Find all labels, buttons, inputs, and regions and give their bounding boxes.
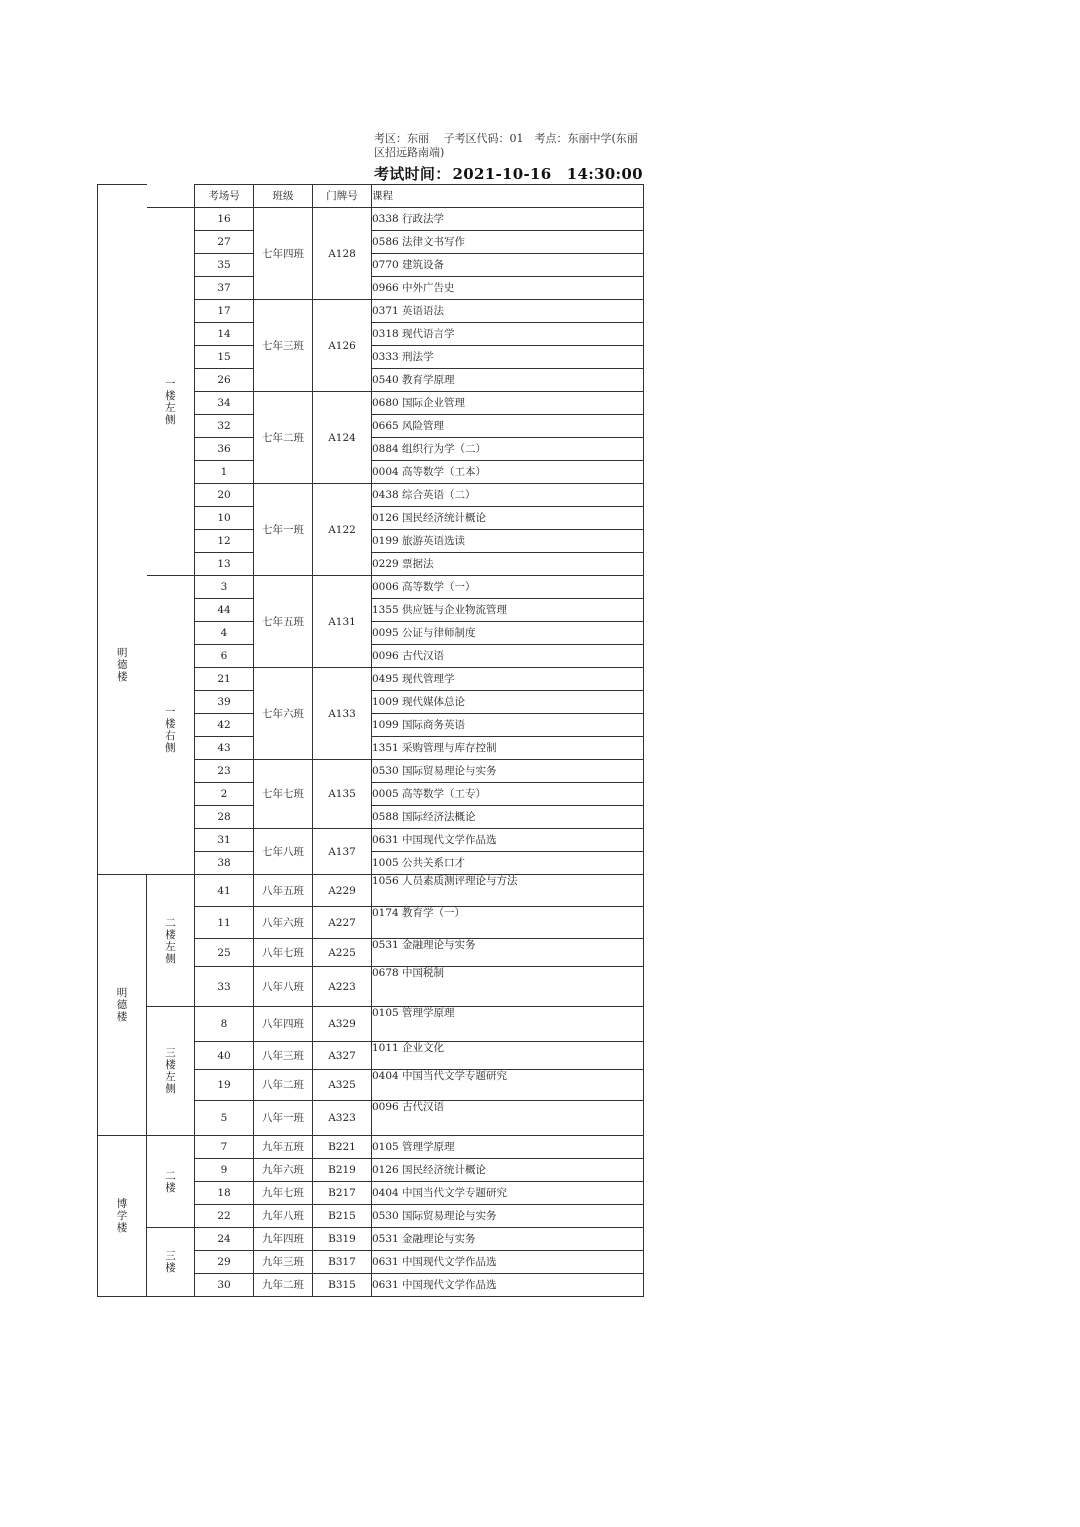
- course-name: 1011 企业文化: [372, 1042, 644, 1070]
- room-number: 27: [195, 231, 254, 254]
- room-number: 20: [195, 484, 254, 507]
- room-number: 39: [195, 691, 254, 714]
- door-number: A223: [313, 967, 372, 1007]
- course-name: 0586 法律文书写作: [372, 231, 644, 254]
- course-name: 0884 组织行为学（二）: [372, 438, 644, 461]
- class-name: 七年七班: [254, 760, 313, 829]
- course-name: 0631 中国现代文学作品选: [372, 1251, 644, 1274]
- room-number: 7: [195, 1136, 254, 1159]
- course-name: 0006 高等数学（一）: [372, 576, 644, 599]
- room-number: 12: [195, 530, 254, 553]
- course-name: 0540 教育学原理: [372, 369, 644, 392]
- door-number: A137: [313, 829, 372, 875]
- class-name: 七年三班: [254, 300, 313, 392]
- room-number: 11: [195, 907, 254, 939]
- room-number: 44: [195, 599, 254, 622]
- room-number: 22: [195, 1205, 254, 1228]
- course-name: 0438 综合英语（二）: [372, 484, 644, 507]
- room-number: 30: [195, 1274, 254, 1297]
- door-number: B221: [313, 1136, 372, 1159]
- class-name: 七年五班: [254, 576, 313, 668]
- room-number: 43: [195, 737, 254, 760]
- door-number: A329: [313, 1007, 372, 1042]
- door-number: A131: [313, 576, 372, 668]
- course-name: 0095 公证与律师制度: [372, 622, 644, 645]
- course-name: 0631 中国现代文学作品选: [372, 1274, 644, 1297]
- room-number: 24: [195, 1228, 254, 1251]
- course-name: 0338 行政法学: [372, 208, 644, 231]
- table-row: [98, 208, 644, 231]
- door-number: A229: [313, 875, 372, 907]
- class-name: 八年二班: [254, 1070, 313, 1101]
- course-name: 0004 高等数学（工本）: [372, 461, 644, 484]
- course-name: 0966 中外广告史: [372, 277, 644, 300]
- course-name: 0530 国际贸易理论与实务: [372, 1205, 644, 1228]
- table-row: [98, 1007, 644, 1042]
- course-name: 0680 国际企业管理: [372, 392, 644, 415]
- door-number: B217: [313, 1182, 372, 1205]
- course-name: 0333 刑法学: [372, 346, 644, 369]
- room-number: 4: [195, 622, 254, 645]
- course-name: 0770 建筑设备: [372, 254, 644, 277]
- room-number: 10: [195, 507, 254, 530]
- course-name: 0005 高等数学（工专）: [372, 783, 644, 806]
- course-name: 0126 国民经济统计概论: [372, 507, 644, 530]
- table-row: [98, 1136, 644, 1159]
- class-name: 七年四班: [254, 208, 313, 300]
- class-name: 九年七班: [254, 1182, 313, 1205]
- class-name: 八年四班: [254, 1007, 313, 1042]
- room-number: 37: [195, 277, 254, 300]
- course-name: 0105 管理学原理: [372, 1007, 644, 1042]
- course-name: 0229 票据法: [372, 553, 644, 576]
- room-number: 19: [195, 1070, 254, 1101]
- door-number: A124: [313, 392, 372, 484]
- door-number: A126: [313, 300, 372, 392]
- course-name: 0531 金融理论与实务: [372, 1228, 644, 1251]
- header-course: 课程: [372, 185, 644, 208]
- door-number: B319: [313, 1228, 372, 1251]
- header-room: 考场号: [195, 185, 254, 208]
- building-mingde-2: 明德楼: [98, 875, 147, 1136]
- floor-3-left: 三楼左侧: [147, 1007, 195, 1136]
- course-name: 0404 中国当代文学专题研究: [372, 1070, 644, 1101]
- room-number: 35: [195, 254, 254, 277]
- class-name: 七年六班: [254, 668, 313, 760]
- class-name: 七年二班: [254, 392, 313, 484]
- room-number: 17: [195, 300, 254, 323]
- course-name: 1009 现代媒体总论: [372, 691, 644, 714]
- room-number: 38: [195, 852, 254, 875]
- room-number: 18: [195, 1182, 254, 1205]
- floor-2-left: 二楼左侧: [147, 875, 195, 1007]
- course-name: 0126 国民经济统计概论: [372, 1159, 644, 1182]
- door-number: A133: [313, 668, 372, 760]
- room-number: 36: [195, 438, 254, 461]
- door-number: B315: [313, 1274, 372, 1297]
- course-name: 0631 中国现代文学作品选: [372, 829, 644, 852]
- door-number: B317: [313, 1251, 372, 1274]
- table-header-row: [98, 185, 644, 208]
- header-class: 班级: [254, 185, 313, 208]
- course-name: 0531 金融理论与实务: [372, 939, 644, 967]
- exam-site-info: 考区：东丽 子考区代码：01 考点：东丽中学(东丽区招远路南端): [374, 132, 638, 159]
- class-name: 九年二班: [254, 1274, 313, 1297]
- class-name: 八年八班: [254, 967, 313, 1007]
- class-name: 八年一班: [254, 1101, 313, 1136]
- blank-cell: [147, 185, 195, 208]
- room-number: 25: [195, 939, 254, 967]
- room-number: 28: [195, 806, 254, 829]
- course-name: 0105 管理学原理: [372, 1136, 644, 1159]
- exam-schedule-table: [97, 184, 644, 1297]
- class-name: 七年八班: [254, 829, 313, 875]
- course-name: 0318 现代语言学: [372, 323, 644, 346]
- course-name: 1355 供应链与企业物流管理: [372, 599, 644, 622]
- room-number: 40: [195, 1042, 254, 1070]
- exam-time-label: 考试时间：: [374, 165, 451, 183]
- course-name: 0665 风险管理: [372, 415, 644, 438]
- class-name: 九年五班: [254, 1136, 313, 1159]
- course-name: 1056 人员素质测评理论与方法: [372, 875, 644, 907]
- room-number: 5: [195, 1101, 254, 1136]
- header-door: 门牌号: [313, 185, 372, 208]
- room-number: 15: [195, 346, 254, 369]
- course-name: 0495 现代管理学: [372, 668, 644, 691]
- course-name: 0588 国际经济法概论: [372, 806, 644, 829]
- floor-2: 二楼: [147, 1136, 195, 1228]
- room-number: 13: [195, 553, 254, 576]
- room-number: 23: [195, 760, 254, 783]
- table-row: [98, 875, 644, 907]
- door-number: A128: [313, 208, 372, 300]
- room-number: 34: [195, 392, 254, 415]
- room-number: 42: [195, 714, 254, 737]
- class-name: 八年七班: [254, 939, 313, 967]
- door-number: A225: [313, 939, 372, 967]
- room-number: 33: [195, 967, 254, 1007]
- floor-1-right: 一楼右侧: [147, 576, 195, 875]
- room-number: 31: [195, 829, 254, 852]
- door-number: B219: [313, 1159, 372, 1182]
- floor-3: 三楼: [147, 1228, 195, 1297]
- room-number: 32: [195, 415, 254, 438]
- exam-time-value: 2021-10-16 14:30:00: [452, 165, 643, 183]
- room-number: 8: [195, 1007, 254, 1042]
- course-name: 1099 国际商务英语: [372, 714, 644, 737]
- class-name: 七年一班: [254, 484, 313, 576]
- door-number: A327: [313, 1042, 372, 1070]
- room-number: 21: [195, 668, 254, 691]
- course-name: 0530 国际贸易理论与实务: [372, 760, 644, 783]
- class-name: 八年三班: [254, 1042, 313, 1070]
- course-name: 0404 中国当代文学专题研究: [372, 1182, 644, 1205]
- course-name: 1005 公共关系口才: [372, 852, 644, 875]
- room-number: 14: [195, 323, 254, 346]
- class-name: 九年三班: [254, 1251, 313, 1274]
- building-mingde-1: 明德楼: [98, 185, 147, 875]
- room-number: 3: [195, 576, 254, 599]
- class-name: 八年五班: [254, 875, 313, 907]
- door-number: A122: [313, 484, 372, 576]
- room-number: 26: [195, 369, 254, 392]
- course-name: 0096 古代汉语: [372, 645, 644, 668]
- class-name: 九年八班: [254, 1205, 313, 1228]
- door-number: A135: [313, 760, 372, 829]
- course-name: 1351 采购管理与库存控制: [372, 737, 644, 760]
- class-name: 九年四班: [254, 1228, 313, 1251]
- course-name: 0678 中国税制: [372, 967, 644, 1007]
- room-number: 6: [195, 645, 254, 668]
- exam-time: [374, 163, 643, 184]
- room-number: 9: [195, 1159, 254, 1182]
- floor-1-left: 一楼左侧: [147, 208, 195, 576]
- room-number: 41: [195, 875, 254, 907]
- course-name: 0371 英语语法: [372, 300, 644, 323]
- table-row: [98, 576, 644, 599]
- class-name: 九年六班: [254, 1159, 313, 1182]
- door-number: B215: [313, 1205, 372, 1228]
- course-name: 0096 古代汉语: [372, 1101, 644, 1136]
- door-number: A325: [313, 1070, 372, 1101]
- building-boxue: 博学楼: [98, 1136, 147, 1297]
- room-number: 1: [195, 461, 254, 484]
- door-number: A323: [313, 1101, 372, 1136]
- course-name: 0199 旅游英语选读: [372, 530, 644, 553]
- room-number: 16: [195, 208, 254, 231]
- class-name: 八年六班: [254, 907, 313, 939]
- room-number: 29: [195, 1251, 254, 1274]
- table-row: [98, 1228, 644, 1251]
- room-number: 2: [195, 783, 254, 806]
- course-name: 0174 教育学（一）: [372, 907, 644, 939]
- door-number: A227: [313, 907, 372, 939]
